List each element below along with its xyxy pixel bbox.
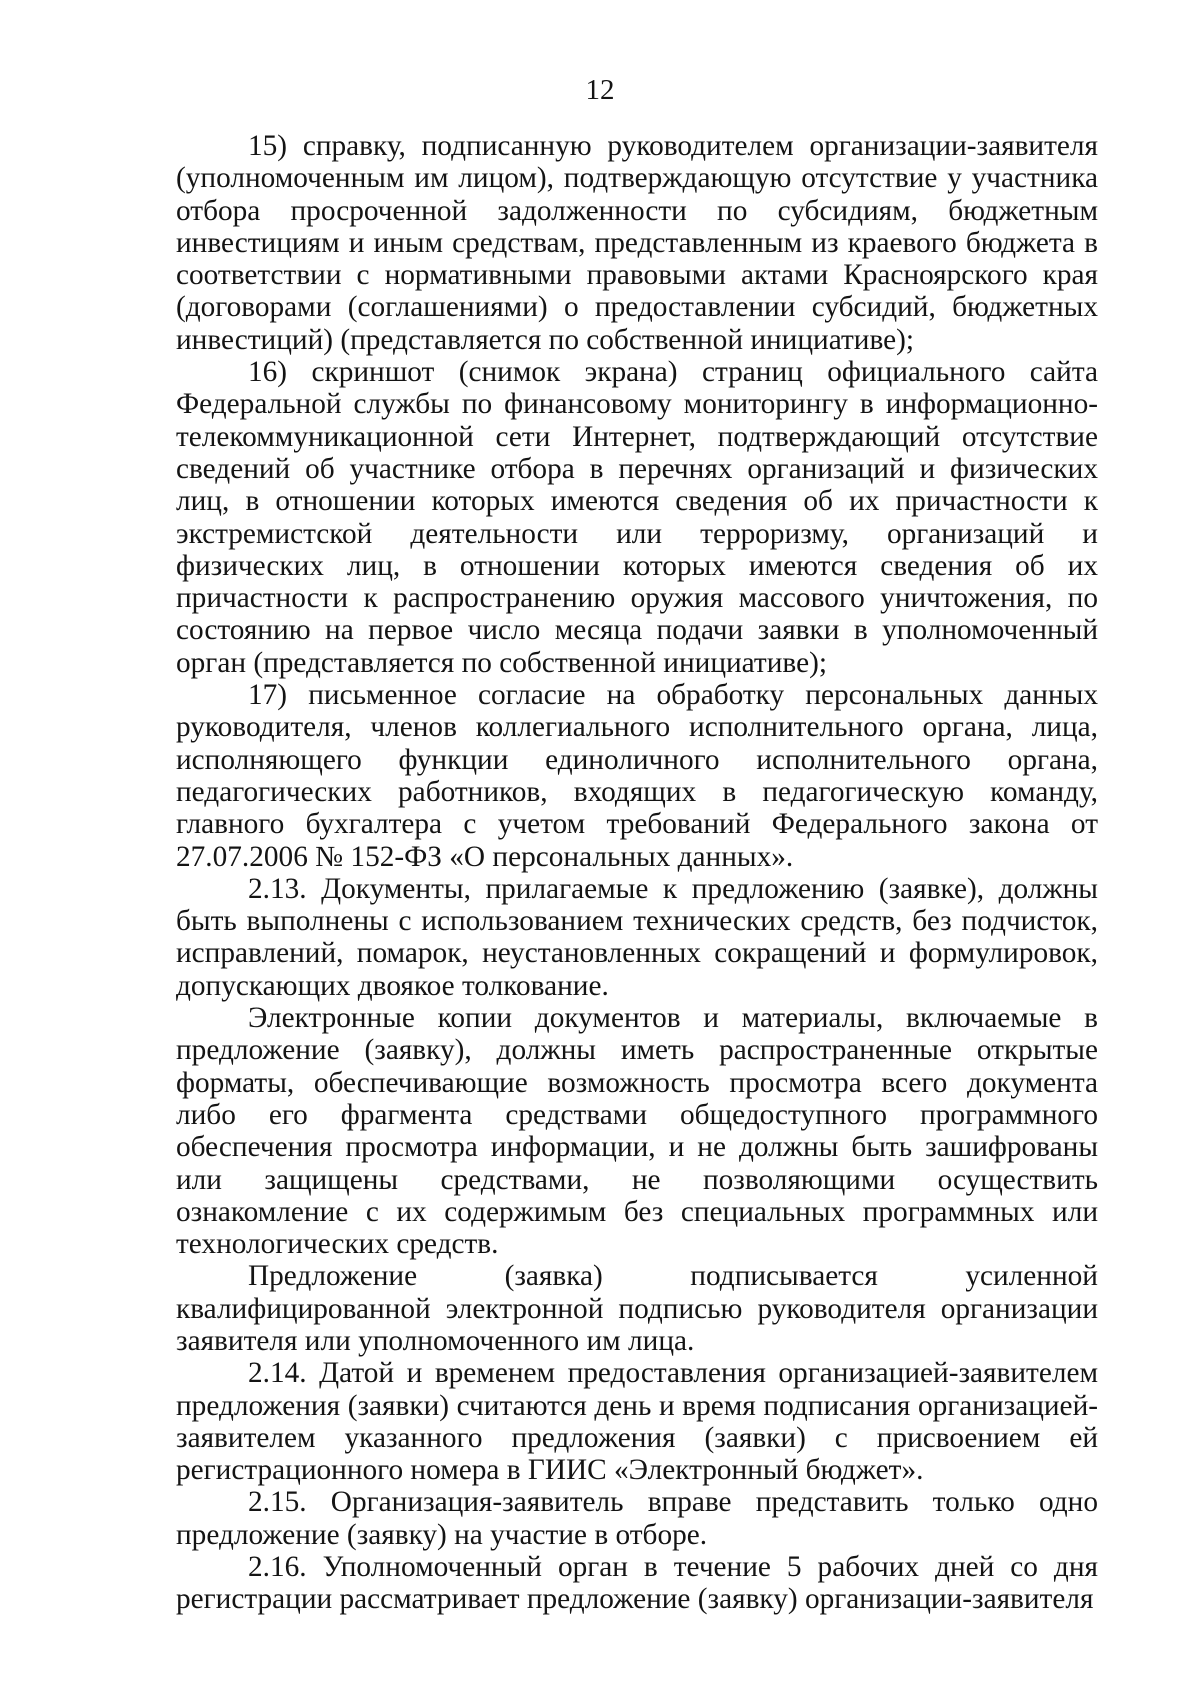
paragraph-clause-2-14: 2.14. Датой и временем предоставления организацией-заявителем предложения (заявки) считаются день и время подписания организацией-заявителем указанного предложения (заявки) с присвоением ей регистрационного номера в ГИИС «Электронный бюджет». [176,1357,1098,1487]
paragraph-electronic-copies: Электронные копии документов и материалы, включаемые в предложение (заявку), должны иметь распространенные открытые форматы, обеспечивающие возможность просмотра всего документа либо его фрагмента средствами общедоступного программного обеспечения просмотра информации, и не должны быть зашифрованы или защищены средствами, не позволяющими осуществить ознакомление с их содержимым без специальных программных или технологических средств. [176,1002,1098,1261]
page-number: 12 [585,74,615,106]
paragraph-clause-2-13: 2.13. Документы, прилагаемые к предложению (заявке), должны быть выполнены с использованием технических средств, без подчисток, исправлений, помарок, неустановленных сокращений и формулировок, допускающих двоякое толкование. [176,872,1098,1002]
paragraph-signature: Предложение (заявка) подписывается усиленной квалифицированной электронной подписью руководителя организации заявителя или уполномоченного им лица. [176,1260,1098,1357]
document-body [176,130,1098,1616]
paragraph-clause-2-16: 2.16. Уполномоченный орган в течение 5 рабочих дней со дня регистрации рассматривает предложение (заявку) организации-заявителя [176,1551,1098,1616]
paragraph-item-16-screenshot: 16) скриншот (снимок экрана) страниц официального сайта Федеральной службы по финансовому мониторингу в информационно-телекоммуникационной сети Интернет, подтверждающий отсутствие сведений об участнике отбора в перечнях организаций и физических лиц, в отношении которых имеются сведения об их причастности к экстремистской деятельности или терроризму, организаций и физических лиц, в отношении которых имеются сведения об их причастности к распространению оружия массового уничтожения, по состоянию на первое число месяца подачи заявки в уполномоченный орган (представляется по собственной инициативе); [176,356,1098,679]
paragraph-item-15-certificate: 15) справку, подписанную руководителем организации-заявителя (уполномоченным им лицом), подтверждающую отсутствие у участника отбора просроченной задолженности по субсидиям, бюджетным инвестициям и иным средствам, представленным из краевого бюджета в соответствии с нормативными правовыми актами Красноярского края (договорами (соглашениями) о предоставлении субсидий, бюджетных инвестиций) (представляется по собственной инициативе); [176,130,1098,356]
paragraph-clause-2-15: 2.15. Организация-заявитель вправе представить только одно предложение (заявку) на участие в отборе. [176,1486,1098,1551]
paragraph-item-17-consent: 17) письменное согласие на обработку персональных данных руководителя, членов коллегиального исполнительного органа, лица, исполняющего функции единоличного исполнительного органа, педагогических работников, входящих в педагогическую команду, главного бухгалтера с учетом требований Федерального закона от 27.07.2006 № 152-ФЗ «О персональных данных». [176,679,1098,873]
